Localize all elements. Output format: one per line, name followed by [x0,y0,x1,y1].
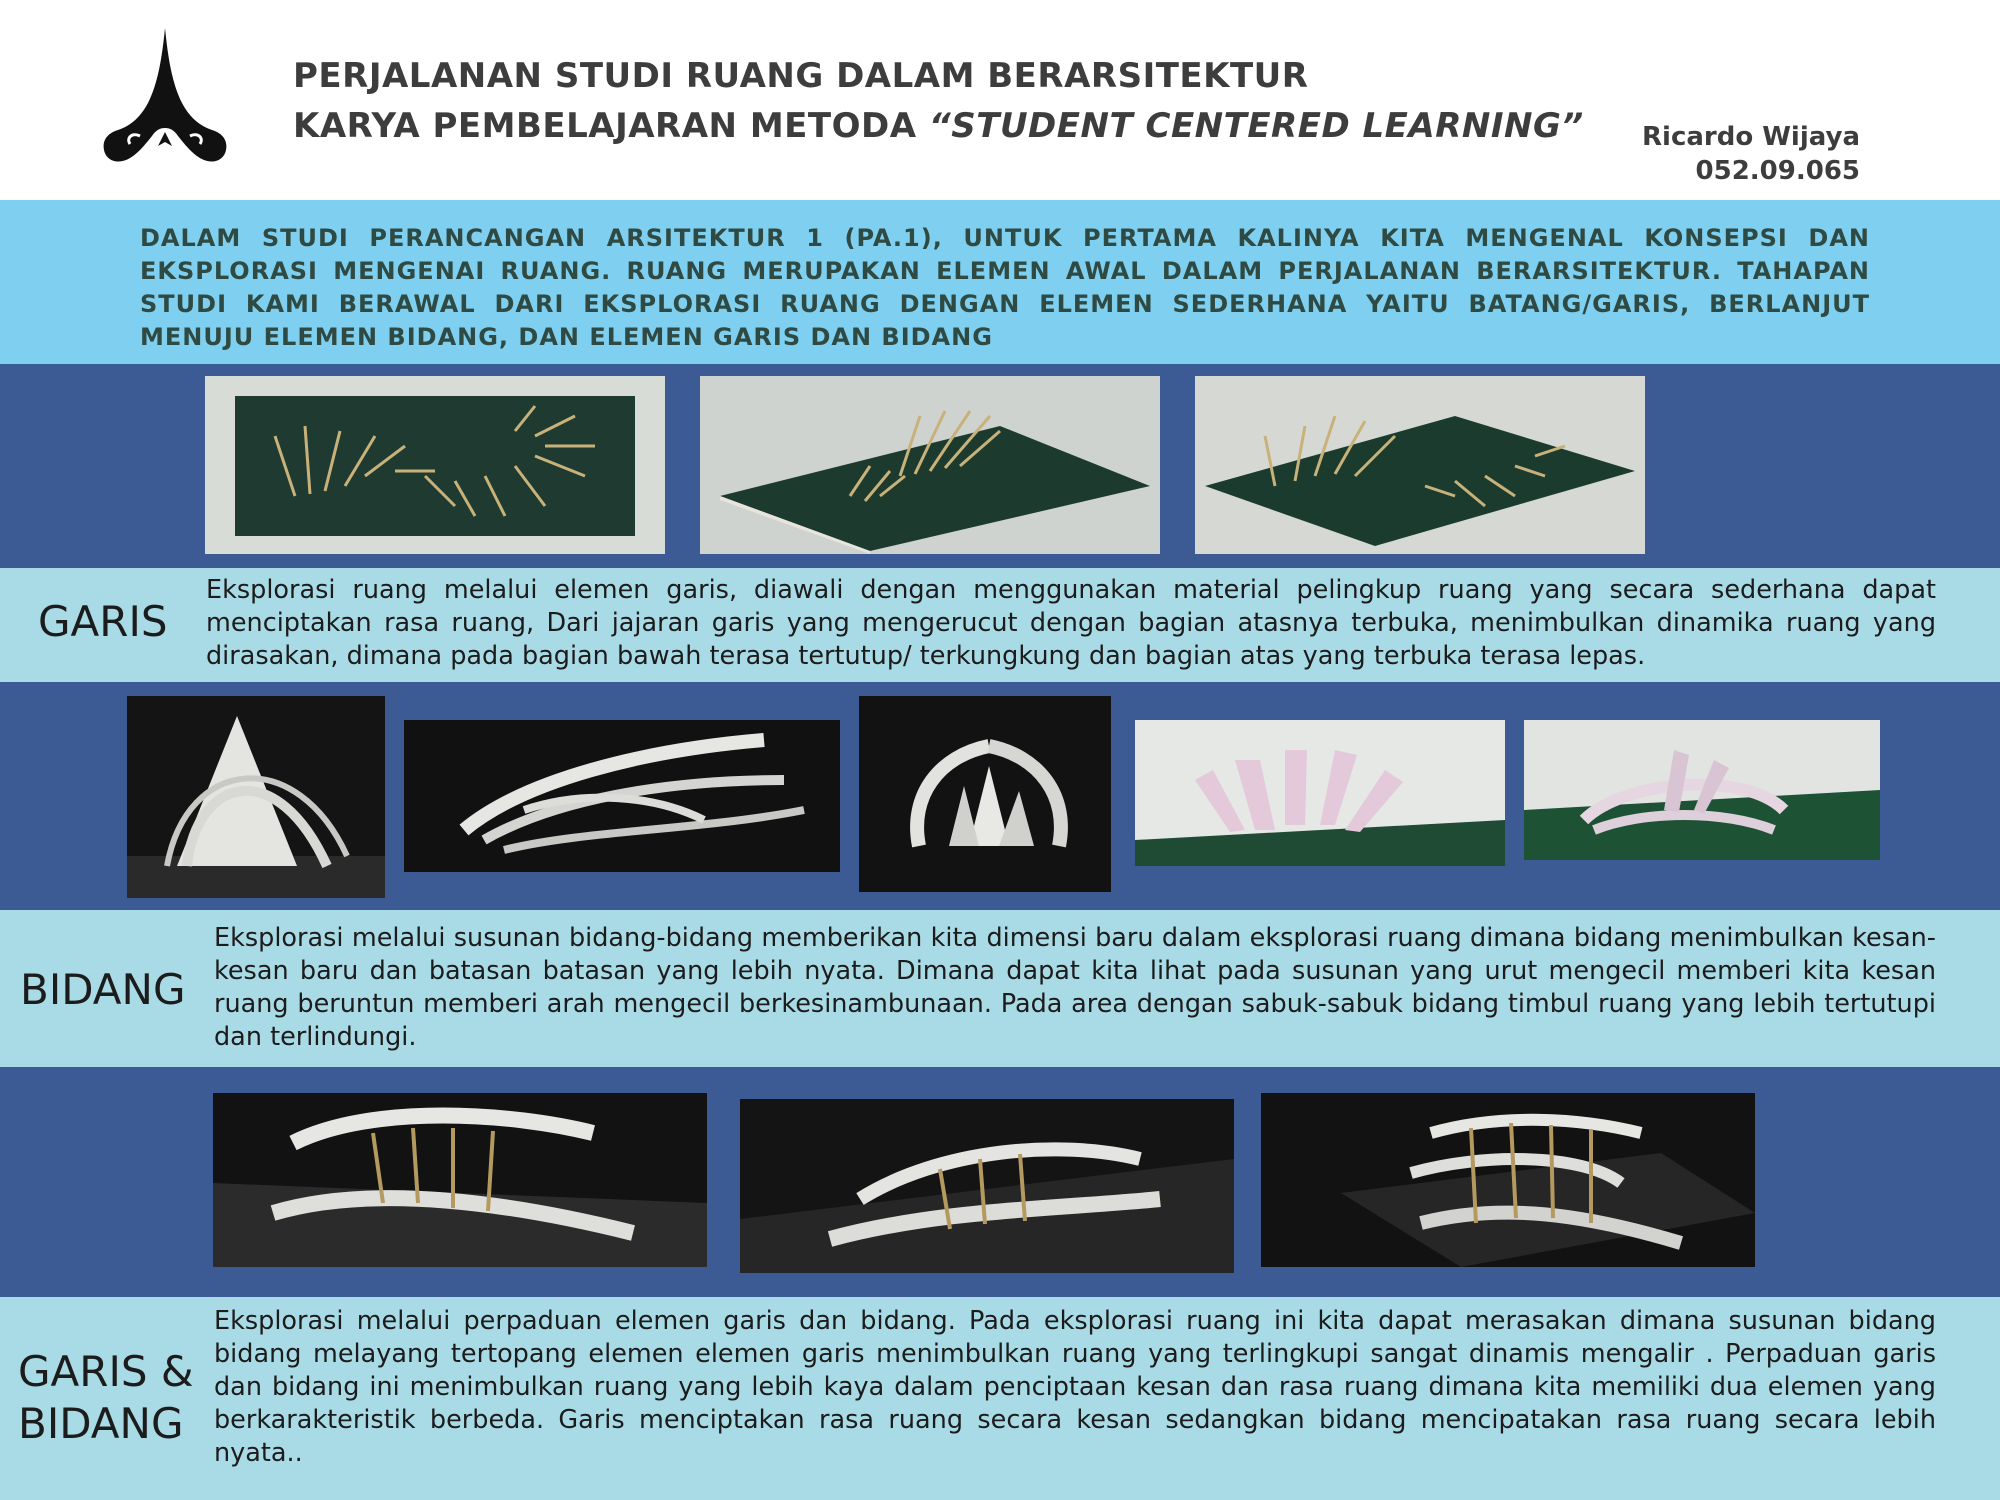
photo-bidang-2 [404,720,840,872]
section-text-bidang: Eksplorasi melalui susunan bidang-bidang memberikan kita dimensi baru dalam eksplorasi ruang dimana bidang menimbulkan kesan-kesan baru dan batasan batasan yang lebih nyata. Dimana dapat kita lihat pada susunan yang urut mengecil memberi kita kesan ruang beruntun memberi arah mengecil berkesinambunaan. Pada area dengan sabuk-sabuk bidang timbul ruang yang lebih tertutupi dan terlindungi. [214,923,1936,1052]
photo-bidang-5 [1524,720,1880,860]
section-label-garis: GARIS [38,597,168,646]
author-id: 052.09.065 [1695,156,1860,186]
author-name: Ricardo Wijaya [1642,122,1860,152]
intro-text: DALAM STUDI PERANCANGAN ARSITEKTUR 1 (PA.1), UNTUK PERTAMA KALINYA KITA MENGENAL KONSEPSI DAN EKSPLORASI MENGENAI RUANG. RUANG MERUPAKAN ELEMEN AWAL DALAM PERJALANAN BERARSITEKTUR. TAHAPAN STUDI KAMI BERAWAL DARI EKSPLORASI RUANG DENGAN ELEMEN SEDERHANA YAITU BATANG/GARIS, BERLANJUT MENUJU ELEMEN BIDANG, DAN ELEMEN GARIS DAN BIDANG [140,224,1870,351]
university-logo-icon [100,28,230,168]
photo-garis-bidang-2 [740,1099,1234,1273]
photo-garis-3 [1195,376,1645,554]
title-emphasis: “STUDENT CENTERED LEARNING” [928,106,1584,146]
page-title-line2 [293,106,1584,146]
photo-bidang-3 [859,696,1111,892]
section-label-garis-bidang-line2: BIDANG [18,1399,184,1448]
section-label-garis-bidang-line1: GARIS & [18,1347,194,1396]
photo-garis-1 [205,376,665,554]
photo-garis-bidang-3 [1261,1093,1755,1267]
section-text-garis-bidang: Eksplorasi melalui perpaduan elemen garis dan bidang. Pada eksplorasi ruang ini kita dapat merasakan dimana susunan bidang bidang melayang tertopang elemen elemen garis menimbulkan ruang yang terlingkupi sangat dinamis mengalir . Perpaduan garis dan bidang ini menimbulkan ruang yang lebih kaya dalam penciptaan kesan dan rasa ruang dimana kita memiliki dua elemen yang berkarakteristik berbeda. Garis menciptakan rasa ruang secara kesan sedangkan bidang mencipatakan rasa ruang secara lebih nyata.. [214,1306,1936,1468]
section-text-garis: Eksplorasi ruang melalui elemen garis, diawali dengan menggunakan material pelingkup ruang yang secara sederhana dapat menciptakan rasa ruang, Dari jajaran garis yang mengerucut dengan bagian atasnya terbuka, menimbulkan dinamika ruang yang dirasakan, dimana pada bagian bawah terasa tertutup/ terkungkung dan bagian atas yang terbuka terasa lepas. [206,575,1936,671]
title-prefix: KARYA PEMBELAJARAN METODA [293,106,929,146]
page-title-line1: PERJALANAN STUDI RUANG DALAM BERARSITEKTUR [293,56,1309,96]
section-label-bidang: BIDANG [20,965,186,1014]
photo-garis-bidang-1 [213,1093,707,1267]
photo-bidang-1 [127,696,385,898]
photo-bidang-4 [1135,720,1505,866]
photo-garis-2 [700,376,1160,554]
